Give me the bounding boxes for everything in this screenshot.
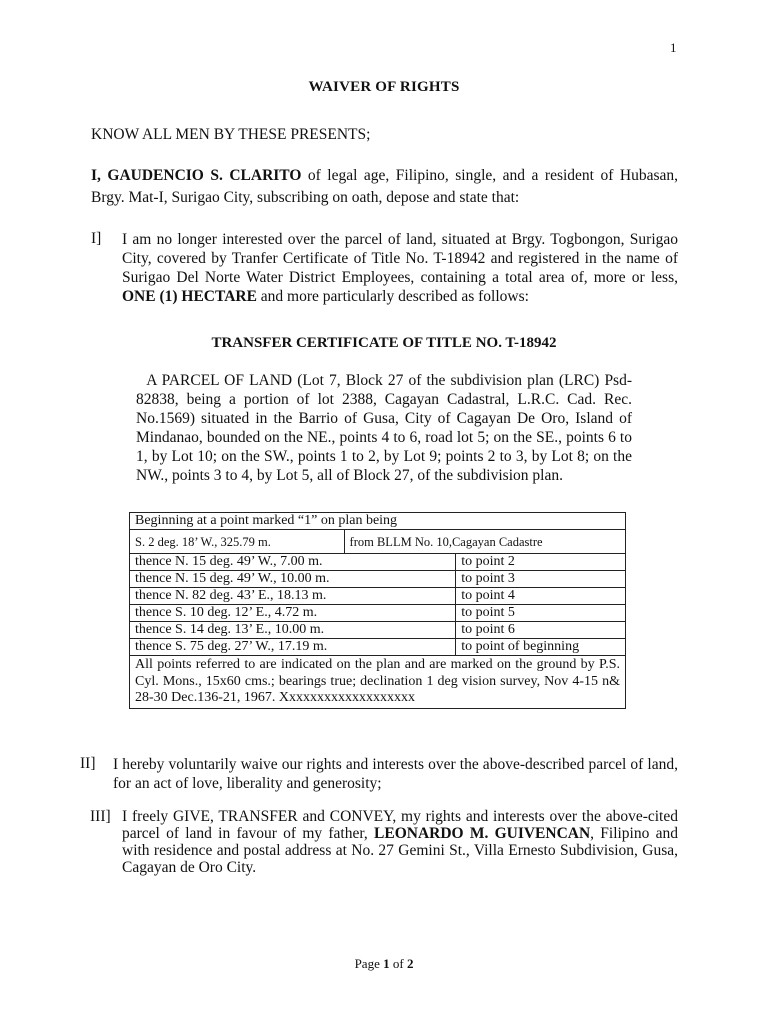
salutation: KNOW ALL MEN BY THESE PRESENTS; bbox=[91, 126, 371, 143]
beneficiary-name: LEONARDO M. GUIVENCAN bbox=[374, 825, 591, 842]
table-header: Beginning at a point marked “1” on plan being bbox=[130, 513, 626, 530]
start-bearing: S. 2 deg. 18’ W., 325.79 m. bbox=[130, 530, 345, 554]
affiant-name: I, GAUDENCIO S. CLARITO bbox=[91, 167, 302, 184]
top-page-number: 1 bbox=[670, 40, 677, 55]
table-row bbox=[130, 656, 626, 709]
paragraph-3-text: I freely GIVE, TRANSFER and CONVEY, my rights and interests over the above-cited parcel of land in favour of my father, bbox=[122, 808, 678, 842]
technical-description-table bbox=[129, 512, 626, 709]
footer-of-word: of bbox=[389, 956, 407, 971]
paragraph-3 bbox=[122, 808, 678, 876]
table-row bbox=[130, 571, 626, 588]
table-row bbox=[130, 554, 626, 571]
paragraph-1-text: I am no longer interested over the parcel of land, situated at Brgy. Togbongon, Surigao City, covered by Tranfer Certificate of Title No. T-18942 and registered in the name of Surigao Del Norte Water District Employees, containing a total area of, more or less, bbox=[122, 231, 678, 286]
intro-paragraph bbox=[91, 165, 678, 209]
document-title: WAIVER OF RIGHTS bbox=[308, 79, 460, 95]
paragraph-1-text-end: and more particularly described as follows: bbox=[256, 288, 529, 305]
point-cell: to point 2 bbox=[456, 554, 626, 571]
survey-note: All points referred to are indicated on the plan and are marked on the ground by P.S. Cyl. Mons., 15x60 cms.; bearings true; declination 1 deg vision survey, Nov 4-15 n& 28-30 Dec.136-21, 1967. Xxxxxxxxxxxxxxxxxxx bbox=[130, 656, 626, 709]
footer-current-page: 1 bbox=[383, 956, 390, 971]
point-cell: to point 4 bbox=[456, 588, 626, 605]
paragraph-2-number: II] bbox=[80, 755, 96, 772]
bearing-cell: thence N. 82 deg. 43’ E., 18.13 m. bbox=[130, 588, 456, 605]
footer-page-word: Page bbox=[354, 956, 384, 971]
tct-heading: TRANSFER CERTIFICATE OF TITLE NO. T-18942 bbox=[211, 335, 557, 351]
paragraph-3-text-end: , Filipino and with residence and postal address at No. 27 Gemini St., Villa Ernesto Subdivision, Gusa, Cagayan de Oro City. bbox=[122, 825, 678, 876]
bearing-cell: thence S. 10 deg. 12’ E., 4.72 m. bbox=[130, 605, 456, 622]
paragraph-3-number: III] bbox=[90, 808, 111, 825]
table-row bbox=[130, 639, 626, 656]
start-reference: from BLLM No. 10,Cagayan Cadastre bbox=[344, 530, 625, 554]
point-cell: to point of beginning bbox=[456, 639, 626, 656]
bearing-cell: thence N. 15 deg. 49’ W., 10.00 m. bbox=[130, 571, 456, 588]
table-row bbox=[130, 513, 626, 530]
paragraph-1 bbox=[122, 230, 678, 306]
table-row bbox=[130, 530, 626, 554]
bearing-cell: thence S. 75 deg. 27’ W., 17.19 m. bbox=[130, 639, 456, 656]
page-footer bbox=[0, 956, 768, 972]
footer-total-pages: 2 bbox=[406, 956, 414, 971]
table-row bbox=[130, 605, 626, 622]
paragraph-2: I hereby voluntarily waive our rights and interests over the above-described parcel of land, for an act of love, liberality and generosity; bbox=[113, 756, 678, 792]
table-row bbox=[130, 622, 626, 639]
point-cell: to point 6 bbox=[456, 622, 626, 639]
table-row bbox=[130, 588, 626, 605]
point-cell: to point 5 bbox=[456, 605, 626, 622]
paragraph-1-number: I] bbox=[91, 230, 102, 247]
parcel-description bbox=[136, 371, 632, 485]
bearing-cell: thence N. 15 deg. 49’ W., 7.00 m. bbox=[130, 554, 456, 571]
bearing-cell: thence S. 14 deg. 13’ E., 10.00 m. bbox=[130, 622, 456, 639]
intro-text: of legal age, Filipino, single, and a resident of Hubasan, Brgy. Mat-I, Surigao City, subscribing on oath, depose and state that: bbox=[91, 167, 678, 206]
area-emphasis: ONE (1) HECTARE bbox=[122, 288, 257, 305]
parcel-description-text: A PARCEL OF LAND (Lot 7, Block 27 of the subdivision plan (LRC) Psd-82838, being a portion of lot 2388, Cagayan Cadastral, L.R.C. Cad. Rec. No.1569) situated in the Barrio of Gusa, City of Cagayan De Oro, Island of Mindanao, bounded on the NE., points 4 to 6, road lot 5; on the SE., points 6 to 1, by Lot 10; on the SW., points 1 to 2, by Lot 9; points 2 to 3, by Lot 8; on the NW., points 3 to 4, by Lot 5, all of Block 27, of the subdivision plan. bbox=[136, 372, 633, 484]
point-cell: to point 3 bbox=[456, 571, 626, 588]
